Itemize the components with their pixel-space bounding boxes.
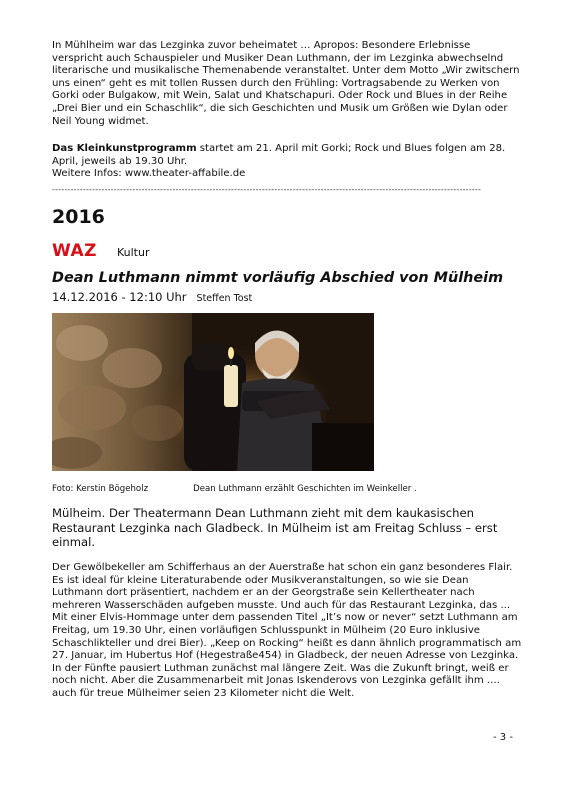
intro-paragraph: In Mühlheim war das Lezginka zuvor beheimatet … Apropos: Besondere Erlebnisse verspricht auch Schauspieler und Musiker Dean Luthmann, der im Lezginka abwechselnd literarische und musikalische Themenabende veranstaltet. Unter dem Motto „Wir zwitschern uns einen“ geht es mit tollen Russen durch den Frühling: Vortragsabende zu Werken von Gorki oder Bulgakow, mit Wein, Salat und Khatschapuri. Oder Rock und Blues in der Reihe „Drei Bier und ein Schaschlik“, die sich Geschichten und Musik um Größen wie Dylan oder Neil Young widmet.: [52, 40, 520, 127]
photo-credit: Foto: Kerstin Bögeholz: [52, 484, 149, 494]
photo-caption-line: [52, 484, 417, 494]
photo-caption: Dean Luthmann erzählt Geschichten im Weinkeller .: [193, 484, 417, 494]
source-section: Kultur: [116, 246, 150, 259]
article-author: Steffen Tost: [196, 293, 253, 304]
year-heading: 2016: [52, 206, 105, 228]
article-photo: [52, 313, 374, 471]
program-bold-label: Das Kleinkunstprogramm: [52, 143, 197, 154]
article-dateline: [52, 290, 252, 304]
separator-line: -------------------------------------------------------------------------------------------------------------------------------------------: [52, 185, 482, 194]
more-info-line: Weitere Infos: www.theater-affabile.de: [52, 168, 246, 179]
photo-illustration: [52, 313, 374, 471]
page-number: - 3 -: [493, 732, 513, 743]
article-lead: Mülheim. Der Theatermann Dean Luthmann zieht mit dem kaukasischen Restaurant Lezginka nach Gladbeck. In Mülheim ist am Freitag Schluss – erst einmal.: [52, 506, 498, 550]
source-logo: WAZ: [52, 241, 97, 261]
article-body: Der Gewölbekeller am Schifferhaus an der Auerstraße hat schon ein ganz besonderes Flair. Es ist ideal für kleine Literaturabende oder Musikveranstaltungen, so wie sie Dean Luthmann dort präsentiert, nachdem er an der Georgstraße sein Kellertheater nach mehreren Wasserschäden aufgeben musste. Und auch für das Restaurant Lezginka, das ... Mit einer Elvis-Hommage unter dem passenden Titel „It’s now or never“ setzt Luthmann am Freitag, um 19.30 Uhr, einen vorläufigen Schlusspunkt in Mülheim (20 Euro inklusive Schaschlikteller und drei Bier). „Keep on Rocking“ heißt es dann ähnlich programmatisch am 27. Januar, im Hubertus Hof (Hegestraße454) in Gladbeck, der neuen Adresse von Lezginka. In der Fünfte pausiert Luthman zunächst mal längere Zeit. Was die Zukunft bringt, weiß er noch nicht. Aber die Zusammenarbeit mit Jonas Iskenderovs von Lezginka gefällt ihm .... auch für treue Mülheimer seien 23 Kilometer nicht die Welt.: [52, 562, 522, 699]
article-date: 14.12.2016 - 12:10 Uhr: [52, 290, 187, 304]
program-paragraph: [52, 143, 522, 168]
program-text: startet am 21. April mit Gorki; Rock und Blues folgen am 28. April, jeweils ab 19.30 Uhr.: [52, 143, 506, 167]
article-headline: Dean Luthmann nimmt vorläufig Abschied von Mülheim: [52, 270, 504, 286]
article-source: [52, 241, 150, 261]
